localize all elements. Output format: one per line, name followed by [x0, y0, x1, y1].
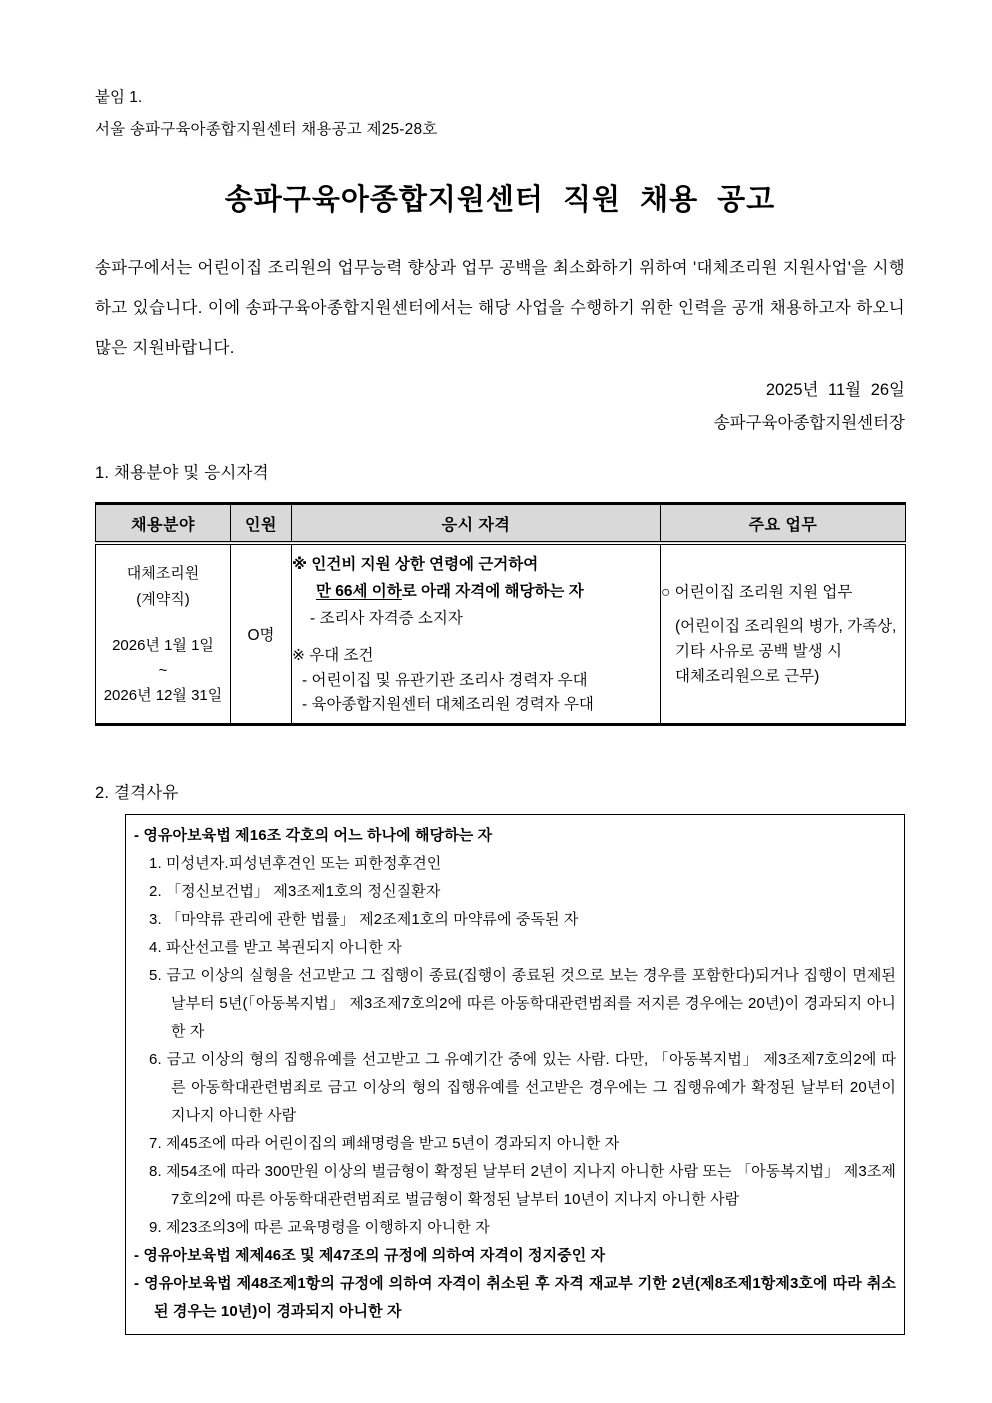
disqualification-item-6: 6. 금고 이상의 형의 집행유예를 선고받고 그 유예기간 중에 있는 사람. 다만, 「아동복지법」 제3조제7호의2에 따른 아동학대관련범죄로 금고 이상의 형의 집행유예를 선고받은 경우에는 그 집행유예가 확정된 날부터 20년이 지나지 아니한 사람 — [149, 1051, 896, 1124]
spacer — [292, 632, 660, 642]
period-end: 2026년 12월 31일 — [103, 686, 223, 704]
duty-detail: (어린이집 조리원의 병가, 가족상, 기타 사유로 공백 발생 시 대체조리원으로 근무) — [675, 617, 897, 685]
disqualification-tail-1: - 영유아보육법 제제46조 및 제47조의 규정에 의하여 자격이 정지중인 자 — [134, 1247, 606, 1264]
disqualification-item-8: 8. 제54조에 따라 300만원 이상의 벌금형이 확정된 날부터 2년이 지나지 아니한 사람 또는 「아동복지법」 제3조제7호의2에 따른 아동학대관련범죄로 벌금형이 확정된 날부터 10년이 지나지 아니한 사람 — [149, 1163, 896, 1208]
disqualification-item-3: 3. 「마약류 관리에 관한 법률」 제2조제1호의 마약류에 중독된 자 — [149, 911, 579, 928]
cell-qualification — [292, 543, 661, 725]
announcement-date: 2025년 11월 26일 — [765, 381, 905, 399]
intro-paragraph: 송파구에서는 어린이집 조리원의 업무능력 향상과 업무 공백을 최소화하기 위하여 '대체조리원 지원사업'을 시행하고 있습니다. 이에 송파구육아종합지원센터에서는 해당 사업을 수행하기 위한 인력을 공개 채용하고자 하오니 많은 지원바랍니다. — [95, 259, 905, 357]
table-header-row — [96, 504, 906, 544]
section1-heading: 1. 채용분야 및 응시자격 — [95, 464, 269, 482]
col-header-count: 인원 — [231, 504, 292, 544]
preference-item-2: - 육아종합지원센터 대체조리원 경력자 우대 — [302, 696, 594, 713]
col-header-field: 채용분야 — [96, 504, 231, 544]
qualification-note1: ※ 인건비 지원 상한 연령에 근거하여 — [292, 556, 539, 573]
disqualification-item-2: 2. 「정신보건법」 제3조제1호의 정신질환자 — [149, 883, 441, 900]
cell-duty — [661, 543, 906, 725]
cell-headcount: O명 — [231, 543, 292, 725]
qualification-note2 — [316, 578, 660, 605]
signature-block — [95, 374, 905, 440]
field-name: 대체조리원 — [126, 564, 200, 582]
disqualification-item-1: 1. 미성년자.피성년후견인 또는 피한정후견인 — [149, 855, 442, 872]
period-tilde: ~ — [158, 661, 168, 679]
recruitment-table — [95, 502, 906, 726]
table-row — [96, 543, 906, 725]
preference-item-1: - 어린이집 및 유관기관 조리사 경력자 우대 — [302, 672, 588, 689]
age-limit-underlined: 만 66세 이하 — [316, 583, 402, 600]
disqualification-lead: - 영유아보육법 제16조 각호의 어느 하나에 해당하는 자 — [134, 827, 493, 844]
spacer — [96, 613, 230, 633]
age-limit-rest: 로 아래 자격에 해당하는 자 — [401, 583, 584, 600]
disqualification-item-5: 5. 금고 이상의 실형을 선고받고 그 집행이 종료(집행이 종료된 것으로 보는 경우를 포함한다)되거나 집행이 면제된 날부터 5년(「아동복지법」 제3조제7호의2에 따른 아동학대관련범죄를 저지른 경우에는 20년)이 경과되지 아니한 자 — [149, 967, 896, 1040]
page-title: 송파구육아종합지원센터 직원 채용 공고 — [224, 184, 776, 216]
period-start: 2026년 1월 1일 — [112, 636, 214, 654]
notice-number: 서울 송파구육아종합지원센터 채용공고 제25-28호 — [95, 121, 438, 138]
disqualification-tail-2: - 영유아보육법 제48조제1항의 규정에 의하여 자격이 취소된 후 자격 재교부 기한 2년(제8조제1항제3호에 따라 취소된 경우는 10년)이 경과되지 아니한 자 — [134, 1275, 896, 1320]
duty-main: ○ 어린이집 조리원 지원 업무 — [661, 583, 853, 601]
col-header-qualification: 응시 자격 — [292, 504, 661, 544]
attachment-label: 붙임 1. — [95, 89, 143, 106]
disqualification-item-7: 7. 제45조에 따라 어린이집의 폐쇄명령을 받고 5년이 경과되지 아니한 자 — [149, 1135, 620, 1152]
col-header-duty: 주요 업무 — [661, 504, 906, 544]
qualification-item-license: - 조리사 자격증 소지자 — [310, 610, 463, 627]
signer-title: 송파구육아종합지원센터장 — [713, 414, 905, 432]
section2-heading: 2. 결격사유 — [95, 784, 179, 802]
cell-recruit-field — [96, 543, 231, 725]
field-contract-type: (계약직) — [136, 590, 190, 608]
disqualification-item-9: 9. 제23조의3에 따른 교육명령을 이행하지 아니한 자 — [149, 1219, 490, 1236]
disqualification-box — [125, 814, 905, 1335]
disqualification-item-4: 4. 파산선고를 받고 복권되지 아니한 자 — [149, 939, 402, 956]
preference-heading: ※ 우대 조건 — [292, 647, 374, 664]
